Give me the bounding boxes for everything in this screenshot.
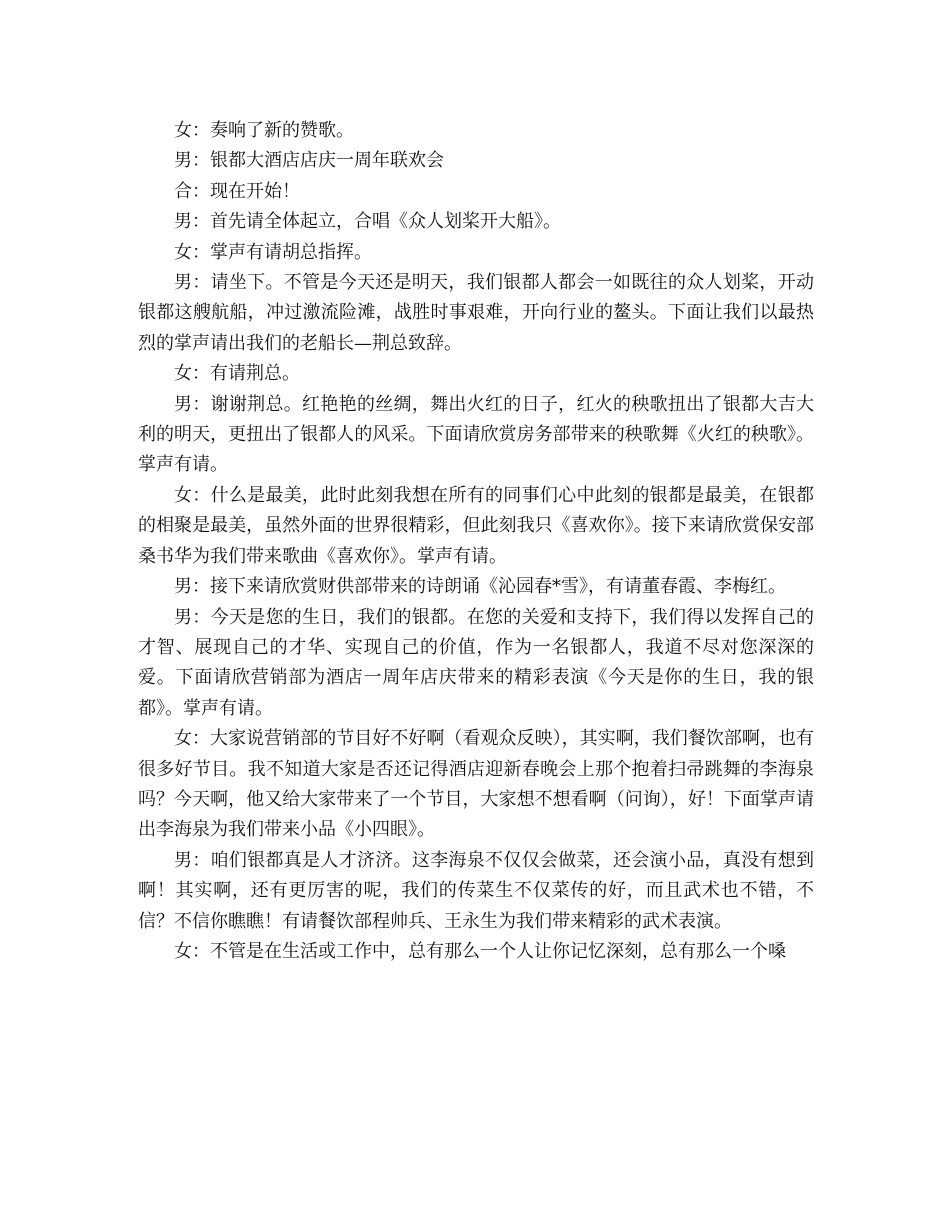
paragraph: 男：首先请全体起立，合唱《众人划桨开大船》。 <box>174 211 561 233</box>
paragraph: 男：请坐下。不管是今天还是明天，我们银都人都会一如既往的众人划桨，开动银都这艘航船，冲过激流险滩，战胜时事艰难，开向行业的鳌头。下面让我们以最热烈的掌声请出我们的老船长—荆总致辞。 <box>138 272 814 354</box>
paragraph: 女：不管是在生活或工作中，总有那么一个人让你记忆深刻，总有那么一个嗓 <box>174 940 786 962</box>
paragraph: 合：现在开始！ <box>174 180 300 202</box>
document-body <box>138 116 814 967</box>
paragraph: 男：接下来请欣赏财供部带来的诗朗诵《沁园春*雪》，有请董春霞、李梅红。 <box>174 576 786 598</box>
paragraph: 女：掌声有请胡总指挥。 <box>174 241 372 263</box>
paragraph: 男：今天是您的生日，我们的银都。在您的关爱和支持下，我们得以发挥自己的才智、展现自己的才华、实现自己的价值，作为一名银都人，我道不尽对您深深的爱。下面请欣营销部为酒店一周年店庆带来的精彩表演《今天是你的生日，我的银都》。掌声有请。 <box>138 606 814 719</box>
paragraph: 女：什么是最美，此时此刻我想在所有的同事们心中此刻的银都是最美，在银都的相聚是最美，虽然外面的世界很精彩，但此刻我只《喜欢你》。接下来请欣赏保安部桑书华为我们带来歌曲《喜欢你》。掌声有请。 <box>138 484 814 567</box>
paragraph: 女：有请荆总。 <box>174 363 300 385</box>
paragraph: 男：谢谢荆总。红艳艳的丝绸，舞出火红的日子，红火的秧歌扭出了银都大吉大利的明天，更扭出了银都人的风采。下面请欣赏房务部带来的秧歌舞《火红的秧歌》。掌声有请。 <box>138 393 814 476</box>
paragraph: 女：奏响了新的赞歌。 <box>174 120 354 141</box>
paragraph: 女：大家说营销部的节目好不好啊（看观众反映），其实啊，我们餐饮部啊，也有很多好节目。我不知道大家是否还记得酒店迎新春晚会上那个抱着扫帚跳舞的李海泉吗？今天啊，他又给大家带来了一个节目，大家想不想看啊（问询），好！下面掌声请出李海泉为我们带来小品《小四眼》。 <box>138 728 814 841</box>
paragraph: 男：银都大酒店店庆一周年联欢会 <box>174 150 444 172</box>
paragraph: 男：咱们银都真是人才济济。这李海泉不仅仅会做菜，还会演小品，真没有想到啊！其实啊，还有更厉害的呢，我们的传菜生不仅菜传的好，而且武术也不错，不信？不信你瞧瞧！有请餐饮部程帅兵、王永生为我们带来精彩的武术表演。 <box>138 849 814 932</box>
